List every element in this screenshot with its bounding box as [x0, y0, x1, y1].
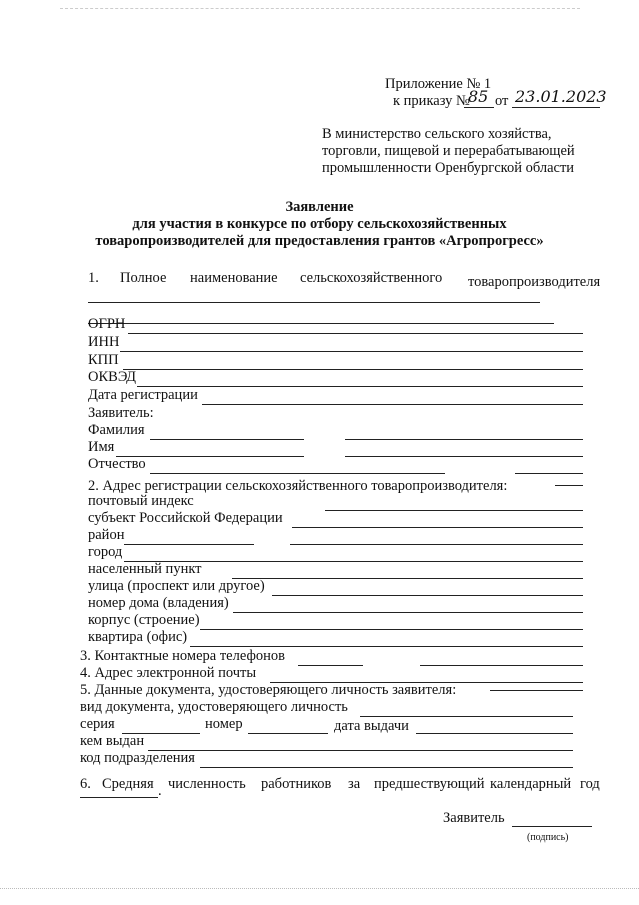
section6-word-6: предшествующий — [374, 776, 485, 792]
issue-date-line — [416, 733, 573, 734]
section1-word-4: товаропроизводителя — [468, 274, 601, 290]
document-title: Заявление — [285, 199, 354, 215]
scan-artifact-bottom — [0, 888, 639, 890]
order-date-prefix: от — [495, 93, 509, 109]
inn-line — [120, 351, 583, 352]
section6-word-8: год — [580, 776, 600, 792]
name-line-2 — [345, 456, 583, 457]
order-date: 23.01.2023 — [515, 87, 607, 106]
order-prefix: к приказу № — [393, 93, 470, 109]
order-number: 85 — [468, 87, 489, 106]
section2-title-line — [555, 485, 583, 486]
dept-code-label: код подразделения — [80, 750, 195, 766]
postcode-line — [325, 510, 583, 511]
section1-number: 1. — [88, 270, 99, 286]
house-line — [233, 612, 583, 613]
issue-date-label: дата выдачи — [334, 718, 409, 734]
section6-word-5: за — [348, 776, 361, 792]
apartment-line — [190, 646, 583, 647]
section6-word-2: Средняя — [102, 776, 154, 792]
section1-word-2: наименование — [190, 270, 278, 286]
recipient-line-1: В министерство сельского хозяйства, — [322, 126, 552, 142]
ogrn-label: ОГРН — [88, 316, 126, 332]
name-label: Имя — [88, 439, 115, 455]
street-label: улица (проспект или другое) — [88, 578, 265, 594]
recipient-line-2: торговли, пищевой и перерабатывающей — [322, 143, 575, 159]
patronymic-label: Отчество — [88, 456, 146, 472]
section1-word-3: сельскохозяйственного — [300, 270, 443, 286]
section6-word-4: работников — [261, 776, 332, 792]
signature-line — [512, 826, 592, 827]
section3-title: 3. Контактные номера телефонов — [80, 648, 285, 664]
city-label: город — [88, 544, 123, 560]
surname-label: Фамилия — [88, 422, 145, 438]
recipient-line-3: промышленности Оренбургской области — [322, 160, 575, 176]
number-label: номер — [205, 716, 243, 732]
section6-word-3: численность — [168, 776, 246, 792]
signature-caption: (подпись) — [527, 832, 569, 843]
scan-artifact — [60, 8, 580, 10]
section6-word-1: 6. — [80, 776, 91, 792]
building-label: корпус (строение) — [88, 612, 200, 628]
okved-label: ОКВЭД — [88, 369, 137, 385]
subject-label: субъект Российской Федерации — [88, 510, 283, 526]
signature-label: Заявитель — [443, 810, 505, 826]
reg-date-line — [202, 404, 583, 405]
street-line — [272, 595, 583, 596]
section1-word-1: Полное — [120, 270, 167, 286]
dept-code-line — [200, 767, 573, 768]
employees-line — [80, 797, 158, 798]
order-number-line — [464, 107, 494, 108]
org-name-line-2 — [88, 323, 554, 324]
postcode-label: почтовый индекс — [88, 493, 194, 509]
doc-type-label: вид документа, удостоверяющего личность — [80, 699, 348, 715]
building-line — [200, 629, 583, 630]
patronymic-line-2 — [515, 473, 583, 474]
ogrn-line — [128, 333, 583, 334]
section5-title-line — [490, 690, 583, 691]
inn-label: ИНН — [88, 334, 120, 350]
doc-type-line — [360, 716, 573, 717]
kpp-label: КПП — [88, 352, 119, 368]
applicant-label: Заявитель: — [88, 405, 154, 421]
issued-by-line — [148, 750, 573, 751]
section6-word-7: календарный — [490, 776, 572, 792]
subject-line — [292, 527, 583, 528]
kpp-line — [123, 369, 583, 370]
section2-title: 2. Адрес регистрации сельскохозяйственного товаропроизводителя: — [88, 478, 508, 494]
section5-title: 5. Данные документа, удостоверяющего личность заявителя: — [80, 682, 457, 698]
issued-by-label: кем выдан — [80, 733, 145, 749]
district-label: район — [88, 527, 125, 543]
section6-end: . — [158, 783, 162, 799]
patronymic-line-1 — [150, 473, 445, 474]
appendix-label: Приложение № 1 — [385, 76, 492, 92]
phones-line-1 — [298, 665, 363, 666]
settlement-line — [232, 578, 583, 579]
phones-line-2 — [420, 665, 583, 666]
series-label: серия — [80, 716, 115, 732]
surname-line-2 — [345, 439, 583, 440]
order-date-line — [512, 107, 600, 108]
okved-line — [137, 386, 583, 387]
reg-date-label: Дата регистрации — [88, 387, 198, 403]
settlement-label: населенный пункт — [88, 561, 202, 577]
number-line — [248, 733, 328, 734]
document-subtitle-1: для участия в конкурсе по отбору сельскохозяйственных — [132, 216, 507, 232]
district-line-1 — [124, 544, 254, 545]
org-name-line-1 — [88, 302, 540, 303]
surname-line-1 — [150, 439, 304, 440]
section4-title: 4. Адрес электронной почты — [80, 665, 257, 681]
apartment-label: квартира (офис) — [88, 629, 188, 645]
house-label: номер дома (владения) — [88, 595, 229, 611]
district-line-2 — [290, 544, 583, 545]
document-subtitle-2: товаропроизводителей для предоставления грантов «Агропрогресс» — [95, 233, 544, 249]
